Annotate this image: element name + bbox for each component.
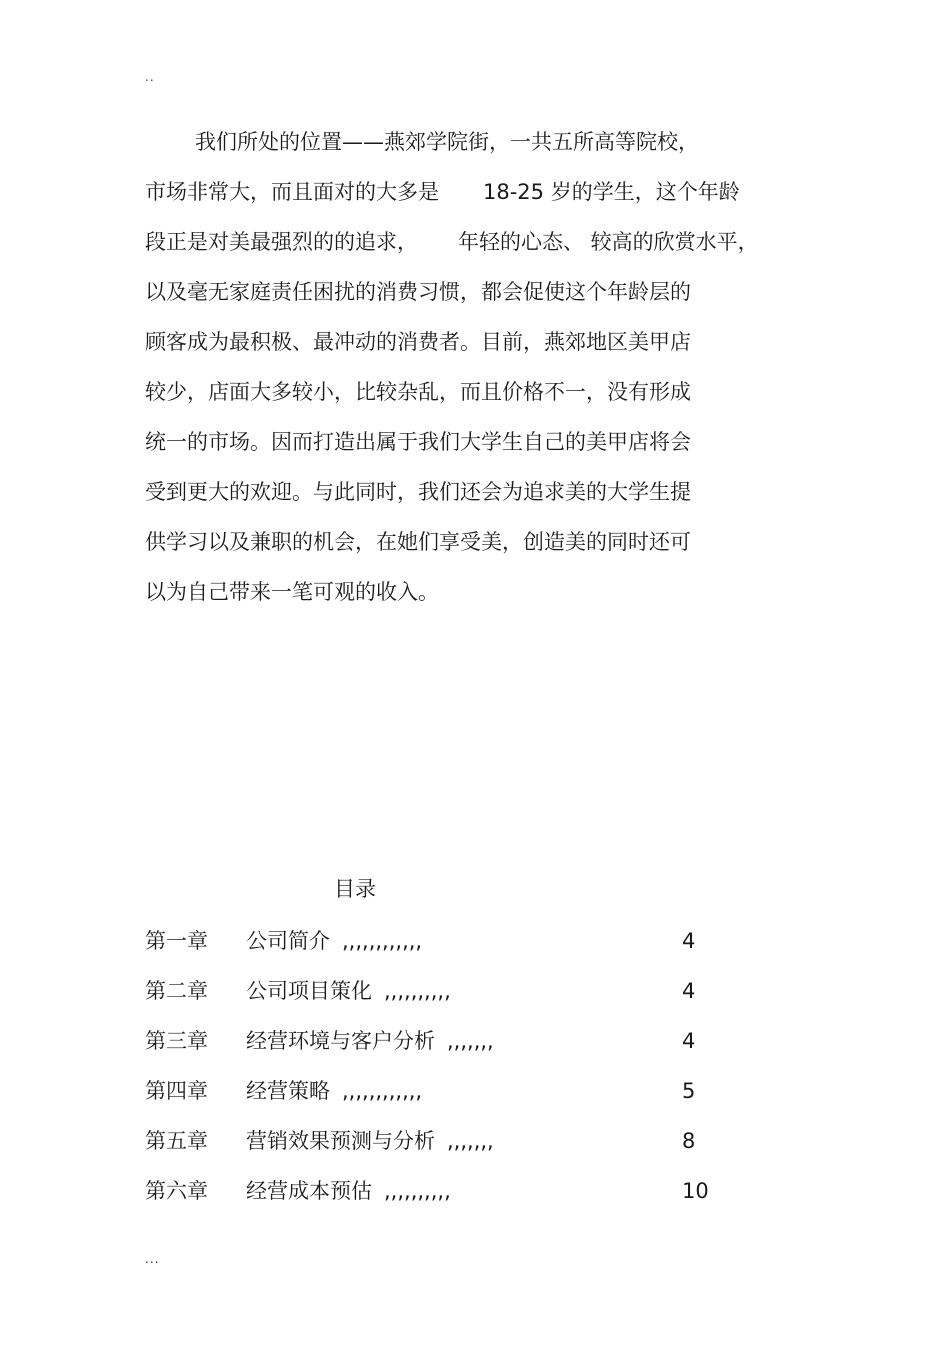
- toc-chapter-title: [246, 975, 451, 1007]
- toc-page-number: 10: [682, 1179, 709, 1203]
- toc-chapter-number: 第四章: [145, 1079, 208, 1103]
- toc-chapter-title: [246, 1125, 494, 1157]
- intro-line: [145, 176, 805, 226]
- intro-line: [145, 226, 805, 276]
- toc-page-number: 8: [682, 1129, 696, 1153]
- toc-chapter-number: 第三章: [145, 1029, 208, 1053]
- toc-chapter-title-text: 公司简介: [246, 929, 330, 953]
- intro-text: 统一的市场。因而打造出属于我们大学生自己的美甲店将会: [145, 430, 691, 454]
- top-page-marker: ..: [145, 70, 155, 84]
- table-of-contents: [145, 925, 745, 1225]
- intro-line: [145, 426, 805, 476]
- intro-line: [145, 376, 805, 426]
- toc-page-number: 5: [682, 1079, 696, 1103]
- intro-text: 顾客成为最积极、最冲动的消费者。目前，燕郊地区美甲店: [145, 330, 691, 354]
- toc-chapter-title: [246, 1025, 494, 1057]
- toc-chapter-title-text: 经营策略: [246, 1079, 330, 1103]
- toc-leader-dots: ,,,,,,,,,,: [384, 979, 451, 1003]
- toc-entry[interactable]: [145, 925, 745, 975]
- toc-entry[interactable]: [145, 1175, 745, 1225]
- toc-title: 目录: [334, 877, 376, 901]
- toc-chapter-number: 第六章: [145, 1179, 208, 1203]
- toc-leader-dots: ,,,,,,,: [447, 1029, 494, 1053]
- toc-entry[interactable]: [145, 1125, 745, 1175]
- bottom-page-marker: ...: [145, 1252, 160, 1266]
- toc-chapter-title: [246, 925, 422, 957]
- toc-chapter-title-text: 经营成本预估: [246, 1179, 372, 1203]
- intro-paragraph: [145, 126, 805, 626]
- toc-leader-dots: ,,,,,,,,,,,,: [342, 1079, 423, 1103]
- toc-chapter-title-text: 经营环境与客户分析: [246, 1029, 435, 1053]
- toc-page-number: 4: [682, 979, 696, 1003]
- intro-text: 年轻的心态、 较高的欣赏水平，: [458, 230, 759, 254]
- toc-leader-dots: ,,,,,,,: [447, 1129, 494, 1153]
- intro-text: 以为自己带来一笔可观的收入。: [145, 580, 439, 604]
- intro-line: [145, 476, 805, 526]
- toc-chapter-number: 第二章: [145, 979, 208, 1003]
- toc-page-number: 4: [682, 929, 696, 953]
- intro-text: 我们所处的位置——燕郊学院街，一共五所高等院校，: [195, 130, 699, 154]
- intro-text: 较少，店面大多较小，比较杂乱，而且价格不一，没有形成: [145, 380, 691, 404]
- toc-entry[interactable]: [145, 975, 745, 1025]
- toc-chapter-number: 第一章: [145, 929, 208, 953]
- intro-text: 供学习以及兼职的机会，在她们享受美，创造美的同时还可: [145, 530, 691, 554]
- intro-text: 18-25 岁的学生，这个年龄: [483, 180, 740, 204]
- intro-line: [145, 126, 805, 176]
- intro-text: 市场非常大，而且面对的大多是: [145, 180, 439, 204]
- intro-text: 段正是对美最强烈的的追求，: [145, 230, 418, 254]
- toc-page-number: 4: [682, 1029, 696, 1053]
- toc-chapter-title-text: 营销效果预测与分析: [246, 1129, 435, 1153]
- toc-entry[interactable]: [145, 1025, 745, 1075]
- toc-chapter-title: [246, 1175, 451, 1207]
- intro-text: 受到更大的欢迎。与此同时，我们还会为追求美的大学生提: [145, 480, 691, 504]
- intro-line: [145, 576, 805, 626]
- intro-line: [145, 276, 805, 326]
- toc-entry[interactable]: [145, 1075, 745, 1125]
- toc-chapter-number: 第五章: [145, 1129, 208, 1153]
- intro-line: [145, 526, 805, 576]
- intro-text: 以及毫无家庭责任困扰的消费习惯，都会促使这个年龄层的: [145, 280, 691, 304]
- toc-leader-dots: ,,,,,,,,,,: [384, 1179, 451, 1203]
- toc-chapter-title: [246, 1075, 422, 1107]
- toc-leader-dots: ,,,,,,,,,,,,: [342, 929, 423, 953]
- toc-chapter-title-text: 公司项目策化: [246, 979, 372, 1003]
- intro-line: [145, 326, 805, 376]
